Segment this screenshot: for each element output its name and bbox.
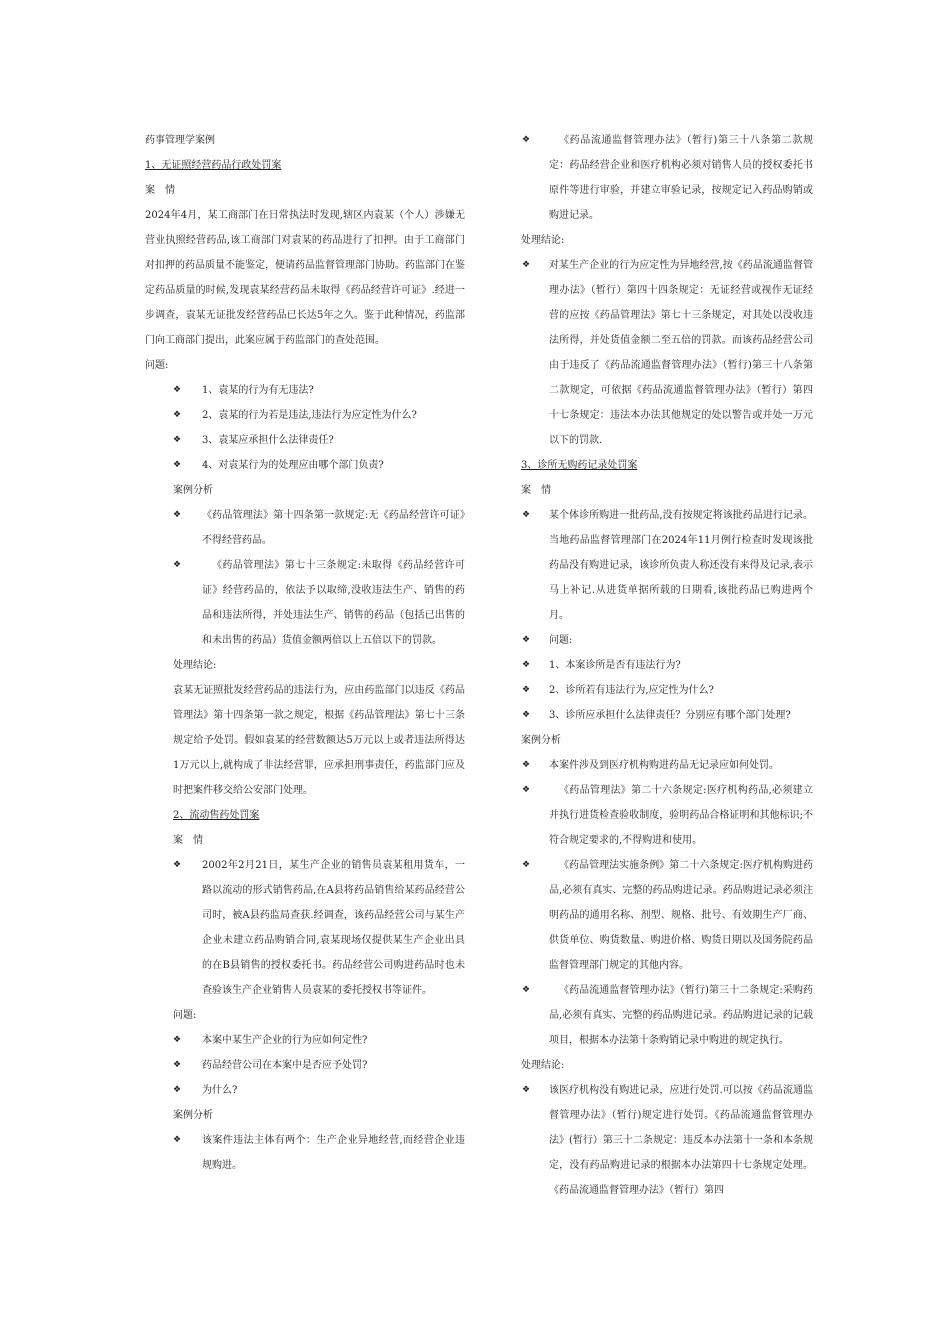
list-item [145, 853, 465, 1003]
bullet-icon: ❖ [522, 760, 531, 770]
case3-questions-label: 问题: [549, 635, 573, 646]
case3-analysis-1: 本案件涉及到医疗机构购进药品无记录应如何处罚。 [549, 760, 779, 771]
bullet-icon: ❖ [522, 135, 531, 145]
case2-question-3: 为什么? [202, 1085, 238, 1096]
bullet-icon: ❖ [522, 785, 531, 795]
bullet-icon: ❖ [173, 560, 182, 570]
list-item [145, 403, 465, 428]
list-item [521, 503, 813, 628]
case2-questions-label: 问题: [173, 1010, 197, 1021]
case1-question-2: 2、袁某的行为若是违法,违法行为应定性为什么? [202, 410, 417, 421]
case3-facts-label: 案 情 [521, 485, 551, 496]
case1-analysis-label: 案例分析 [173, 485, 213, 496]
list-item [521, 1078, 813, 1203]
bullet-icon: ❖ [522, 510, 531, 520]
case3-analysis-label: 案例分析 [521, 735, 561, 746]
list-item [521, 653, 813, 678]
case3-question-3: 3、诊所应承担什么法律责任？分别应有哪个部门处理? [549, 710, 791, 721]
bullet-icon: ❖ [522, 1085, 531, 1095]
case3-facts: 某个体诊所购进一批药品,没有按规定将该批药品进行记录。当地药品监督管理部门在2024年11月例行检查时发现该批药品没有购进记录，该诊所负责人称还没有来得及记录,表示马上补记.从进货单据所载的日期看,该批药品已购进两个月。 [549, 510, 813, 621]
bullet-icon: ❖ [522, 660, 531, 670]
bullet-icon: ❖ [522, 985, 531, 995]
list-item [521, 678, 813, 703]
bullet-icon: ❖ [522, 635, 531, 645]
case1-question-1: 1、袁某的行为有无违法? [202, 385, 314, 396]
bullet-icon: ❖ [173, 385, 182, 395]
case1-analysis-2: 《药品管理法》第七十三条规定:未取得《药品经营许可证》经营药品的，依法予以取缔,没收违法生产、销售的药品和违法所得，并处违法生产、销售的药品（包括已出售的和未出售的药品）货值金额两倍以上五倍以下的罚款。 [202, 560, 465, 646]
list-item [145, 1053, 465, 1078]
case1-conclusion-label: 处理结论: [173, 660, 217, 671]
list-item [521, 253, 813, 453]
bullet-icon: ❖ [173, 510, 182, 520]
bullet-icon: ❖ [173, 460, 182, 470]
bullet-icon: ❖ [173, 1060, 182, 1070]
case2-conclusion: 对某生产企业的行为应定性为异地经营,按《药品流通监督管理办法》（暂行）第四十四条规定：无证经营或视作无证经营的应按《药品管理法》第七十三条规定，对其处以没收违法所得，并处货值金额二至五倍的罚款。而该药品经营公司由于违反了《药品流通监督管理办法》（暂行)第三十八条第二款规定，可依据《药品流通监督管理办法》（暂行）第四十七条规定：违法本办法其他规定的处以警告或并处一万元以下的罚款. [549, 260, 813, 446]
bullet-icon: ❖ [173, 1135, 182, 1145]
right-column [521, 128, 813, 1203]
case2-heading: 2、流动售药处罚案 [173, 810, 260, 821]
list-item [521, 128, 813, 228]
case3-question-1: 1、本案诊所是否有违法行为? [549, 660, 681, 671]
case3-analysis-2: 《药品管理法》第二十六条规定:医疗机构药品,必须建立并执行进货检查验收制度，验明药品合格证明和其他标识;不符合规定要求的,不得购进和使用。 [549, 785, 813, 846]
case3-conclusion-label: 处理结论: [521, 1060, 565, 1071]
bullet-icon: ❖ [522, 685, 531, 695]
case3-conclusion: 该医疗机构没有购进记录，应进行处罚.可以按《药品流通监督管理办法》（暂行)规定进行处罚。《药品流通监督管理办法》(暂行）第三十二条规定：违反本办法第十一条和本条规定，没有药品购进记录的根据本办法第四十七条规定处理。《药品流通监督管理办法》（暂行）第四 [549, 1085, 813, 1196]
case3-heading: 3、诊所无购药记录处罚案 [521, 460, 638, 471]
bullet-icon: ❖ [522, 260, 531, 270]
list-item [521, 853, 813, 978]
list-item [145, 378, 465, 403]
left-column [145, 128, 465, 1178]
case2-conclusion-label: 处理结论: [521, 235, 565, 246]
case1-facts-label: 案 情 [145, 185, 175, 196]
list-item [521, 978, 813, 1053]
bullet-icon: ❖ [173, 435, 182, 445]
list-item [145, 1078, 465, 1103]
case1-facts: 2024年4月，某工商部门在日常执法时发现,辖区内袁某（个人）涉嫌无营业执照经营药品,该工商部门对袁某的药品进行了扣押。由于工商部门对扣押的药品质量不能鉴定，便请药品监督管理部门协助。药监部门在鉴定药品质量的时候,发现袁某经营药品未取得《药品经营许可证》.经进一步调查，袁某无证批发经营药品已长达5年之久。鉴于此种情况，药监部门向工商部门提出，此案应属于药监部门的查处范围。 [145, 210, 465, 346]
case2-question-1: 本案中某生产企业的行为应如何定性? [202, 1035, 368, 1046]
list-item [521, 628, 813, 653]
list-item [145, 503, 465, 553]
list-item [145, 553, 465, 653]
list-item [521, 753, 813, 778]
case2-analysis-1: 该案件违法主体有两个：生产企业异地经营,而经营企业违规购进。 [202, 1135, 465, 1171]
bullet-icon: ❖ [522, 860, 531, 870]
case1-question-3: 3、袁某应承担什么法律责任? [202, 435, 334, 446]
list-item [145, 1028, 465, 1053]
case2-analysis-label: 案例分析 [173, 1110, 213, 1121]
list-item [145, 1128, 465, 1178]
bullet-icon: ❖ [522, 710, 531, 720]
case1-heading: 1、无证照经营药品行政处罚案 [145, 160, 282, 171]
case1-question-4: 4、对袁某行为的处理应由哪个部门负责? [202, 460, 384, 471]
bullet-icon: ❖ [173, 1085, 182, 1095]
bullet-icon: ❖ [173, 1035, 182, 1045]
case2-analysis-2: 《药品流通监督管理办法》（暂行)第三十八条第二款规定：药品经营企业和医疗机构必须对销售人员的授权委托书原件等进行审验，并建立审验记录，按规定记入药品购销或购进记录。 [549, 135, 813, 221]
case2-facts: 2002年2月21日，某生产企业的销售员袁某租用货车，一路以流动的形式销售药品,在A县将药品销售给某药品经营公司时，被A县药监局查获.经调查，该药品经营公司与某生产企业未建立药品购销合同,袁某现场仅提供某生产企业出具的在B县销售的授权委托书。药品经营公司购进药品时也未查验该生产企业销售人员袁某的委托授权书等证件。 [202, 860, 465, 996]
bullet-icon: ❖ [173, 860, 182, 870]
list-item [521, 778, 813, 853]
case1-conclusion: 袁某无证照批发经营药品的违法行为，应由药监部门以违反《药品管理法》第十四条第一款之规定，根据《药品管理法》第七十三条规定给予处罚。假如袁某的经营数额达5万元以上或者违法所得达1万元以上,就构成了非法经营罪，应承担刑事责任，药监部门应及时把案件移交给公安部门处理。 [173, 685, 465, 796]
document-title: 药事管理学案例 [145, 135, 215, 146]
list-item [145, 428, 465, 453]
case3-question-2: 2、诊所若有违法行为,应定性为什么? [549, 685, 714, 696]
case1-analysis-1: 《药品管理法》第十四条第一款规定:无《药品经营许可证》不得经营药品。 [202, 510, 465, 546]
bullet-icon: ❖ [173, 410, 182, 420]
case1-questions-label: 问题: [145, 360, 169, 371]
list-item [521, 703, 813, 728]
case3-analysis-4: 《药品流通监督管理办法》（暂行)第三十二条规定:采购药品,必须有真实、完整的药品购进记录。药品购进记录的记载项目，根据本办法第十条购销记录中购进的规定执行。 [549, 985, 813, 1046]
list-item [145, 453, 465, 478]
case2-facts-label: 案 情 [173, 835, 203, 846]
case2-question-2: 药品经营公司在本案中是否应予处罚? [202, 1060, 368, 1071]
case3-analysis-3: 《药品管理法实施条例》第二十六条规定:医疗机构购进药品,必须有真实、完整的药品购进记录。药品购进记录必须注明药品的通用名称、剂型、规格、批号、有效期生产厂商、供货单位、购货数量、购进价格、购货日期以及国务院药品监督管理部门规定的其他内容。 [549, 860, 813, 971]
